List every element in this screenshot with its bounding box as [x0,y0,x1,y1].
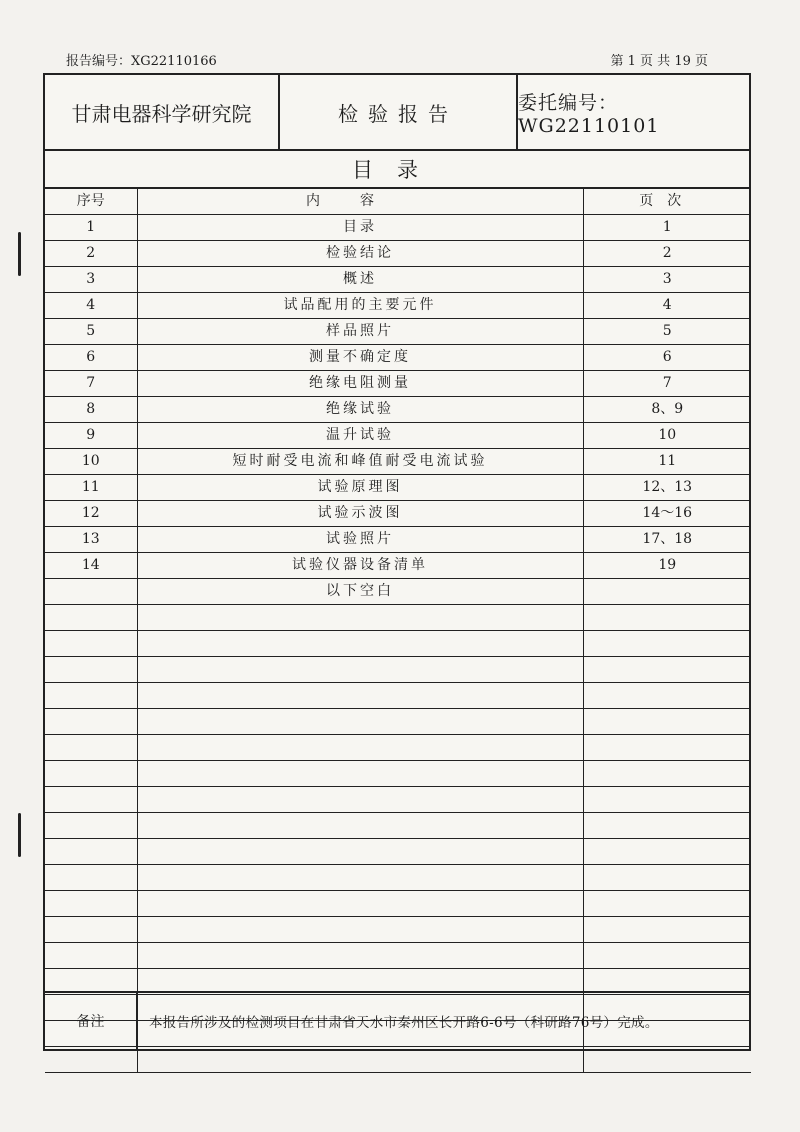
toc-header-row [45,189,751,215]
document-type: 检验报告 [280,75,518,149]
table-row [45,813,751,839]
title-block [45,75,749,151]
row-content: 目录 [137,215,583,241]
row-page [583,917,751,943]
row-number [45,943,137,969]
table-row [45,215,751,241]
table-row [45,683,751,709]
row-content: 绝缘电阻测量 [137,371,583,397]
table-row [45,917,751,943]
row-number [45,735,137,761]
row-content [137,839,583,865]
row-content: 样品照片 [137,319,583,345]
row-page: 8、9 [583,397,751,423]
row-page [583,735,751,761]
row-number [45,787,137,813]
row-page: 4 [583,293,751,319]
row-number: 8 [45,397,137,423]
row-content: 温升试验 [137,423,583,449]
table-row [45,579,751,605]
row-number [45,1047,137,1073]
column-header-page: 页次 [583,189,751,215]
row-page: 1 [583,215,751,241]
row-number: 1 [45,215,137,241]
table-row [45,371,751,397]
column-header-content: 内容 [137,189,583,215]
row-page: 7 [583,371,751,397]
table-row [45,761,751,787]
row-page: 14～16 [583,501,751,527]
row-number: 2 [45,241,137,267]
row-content: 试品配用的主要元件 [137,293,583,319]
row-content: 以下空白 [137,579,583,605]
row-content: 试验示波图 [137,501,583,527]
table-row [45,657,751,683]
row-number [45,579,137,605]
report-frame [43,73,751,1051]
row-content [137,657,583,683]
row-page [583,709,751,735]
row-number [45,839,137,865]
punch-hole-mark [18,232,21,276]
row-content: 概述 [137,267,583,293]
row-page [583,891,751,917]
table-row [45,527,751,553]
table-row [45,865,751,891]
row-number [45,891,137,917]
row-number: 4 [45,293,137,319]
table-row [45,787,751,813]
report-number: 报告编号：XG22110166 [66,54,217,69]
table-row [45,397,751,423]
column-header-no: 序号 [45,189,137,215]
table-row [45,943,751,969]
row-content [137,943,583,969]
row-number [45,605,137,631]
table-row [45,1047,751,1073]
row-page [583,943,751,969]
row-content [137,709,583,735]
row-page: 17、18 [583,527,751,553]
table-row [45,605,751,631]
table-row [45,735,751,761]
row-content [137,917,583,943]
table-row [45,267,751,293]
table-row [45,553,751,579]
row-content [137,787,583,813]
row-page: 10 [583,423,751,449]
row-number [45,865,137,891]
row-page [583,761,751,787]
row-content [137,735,583,761]
commission-number: 委托编号：WG22110101 [518,91,660,137]
row-content: 测量不确定度 [137,345,583,371]
row-page: 11 [583,449,751,475]
table-row [45,293,751,319]
page-count: 第 1 页 共 19 页 [610,54,708,69]
row-number [45,631,137,657]
row-page: 12、13 [583,475,751,501]
row-number [45,683,137,709]
row-content: 试验照片 [137,527,583,553]
row-number [45,761,137,787]
remarks-row [45,991,749,1049]
table-row [45,501,751,527]
page-header [66,50,708,70]
row-content: 试验仪器设备清单 [137,553,583,579]
table-row [45,423,751,449]
row-number: 6 [45,345,137,371]
row-page [583,579,751,605]
row-page [583,605,751,631]
row-content [137,813,583,839]
institute-name: 甘肃电器科学研究院 [45,75,280,149]
row-page: 5 [583,319,751,345]
table-row [45,475,751,501]
row-number [45,657,137,683]
remarks-label: 备注 [45,993,137,1049]
table-row [45,631,751,657]
row-number: 7 [45,371,137,397]
row-number: 10 [45,449,137,475]
row-page: 3 [583,267,751,293]
row-page [583,865,751,891]
row-number: 9 [45,423,137,449]
row-number: 11 [45,475,137,501]
row-number: 13 [45,527,137,553]
table-row [45,319,751,345]
row-page: 19 [583,553,751,579]
table-row [45,345,751,371]
row-page: 2 [583,241,751,267]
row-page [583,683,751,709]
row-content [137,865,583,891]
table-row [45,241,751,267]
row-page [583,631,751,657]
punch-hole-mark [18,813,21,857]
table-row [45,449,751,475]
row-number [45,917,137,943]
row-page [583,1047,751,1073]
row-content: 绝缘试验 [137,397,583,423]
row-number [45,709,137,735]
row-page [583,657,751,683]
row-content [137,761,583,787]
row-content: 试验原理图 [137,475,583,501]
row-content [137,683,583,709]
row-content: 检验结论 [137,241,583,267]
toc-heading: 目录 [45,151,749,189]
row-number: 3 [45,267,137,293]
table-row [45,839,751,865]
row-page [583,839,751,865]
row-content [137,605,583,631]
table-row [45,709,751,735]
row-number: 12 [45,501,137,527]
row-number [45,813,137,839]
table-row [45,891,751,917]
row-page [583,787,751,813]
remarks-text: 本报告所涉及的检测项目在甘肃省天水市秦州区长开路6-6号（科研路76号）完成。 [149,1015,659,1031]
row-content [137,1047,583,1073]
row-content [137,891,583,917]
row-content [137,631,583,657]
toc-table [45,189,751,1073]
row-page: 6 [583,345,751,371]
row-number: 5 [45,319,137,345]
row-page [583,813,751,839]
row-content: 短时耐受电流和峰值耐受电流试验 [137,449,583,475]
row-number: 14 [45,553,137,579]
